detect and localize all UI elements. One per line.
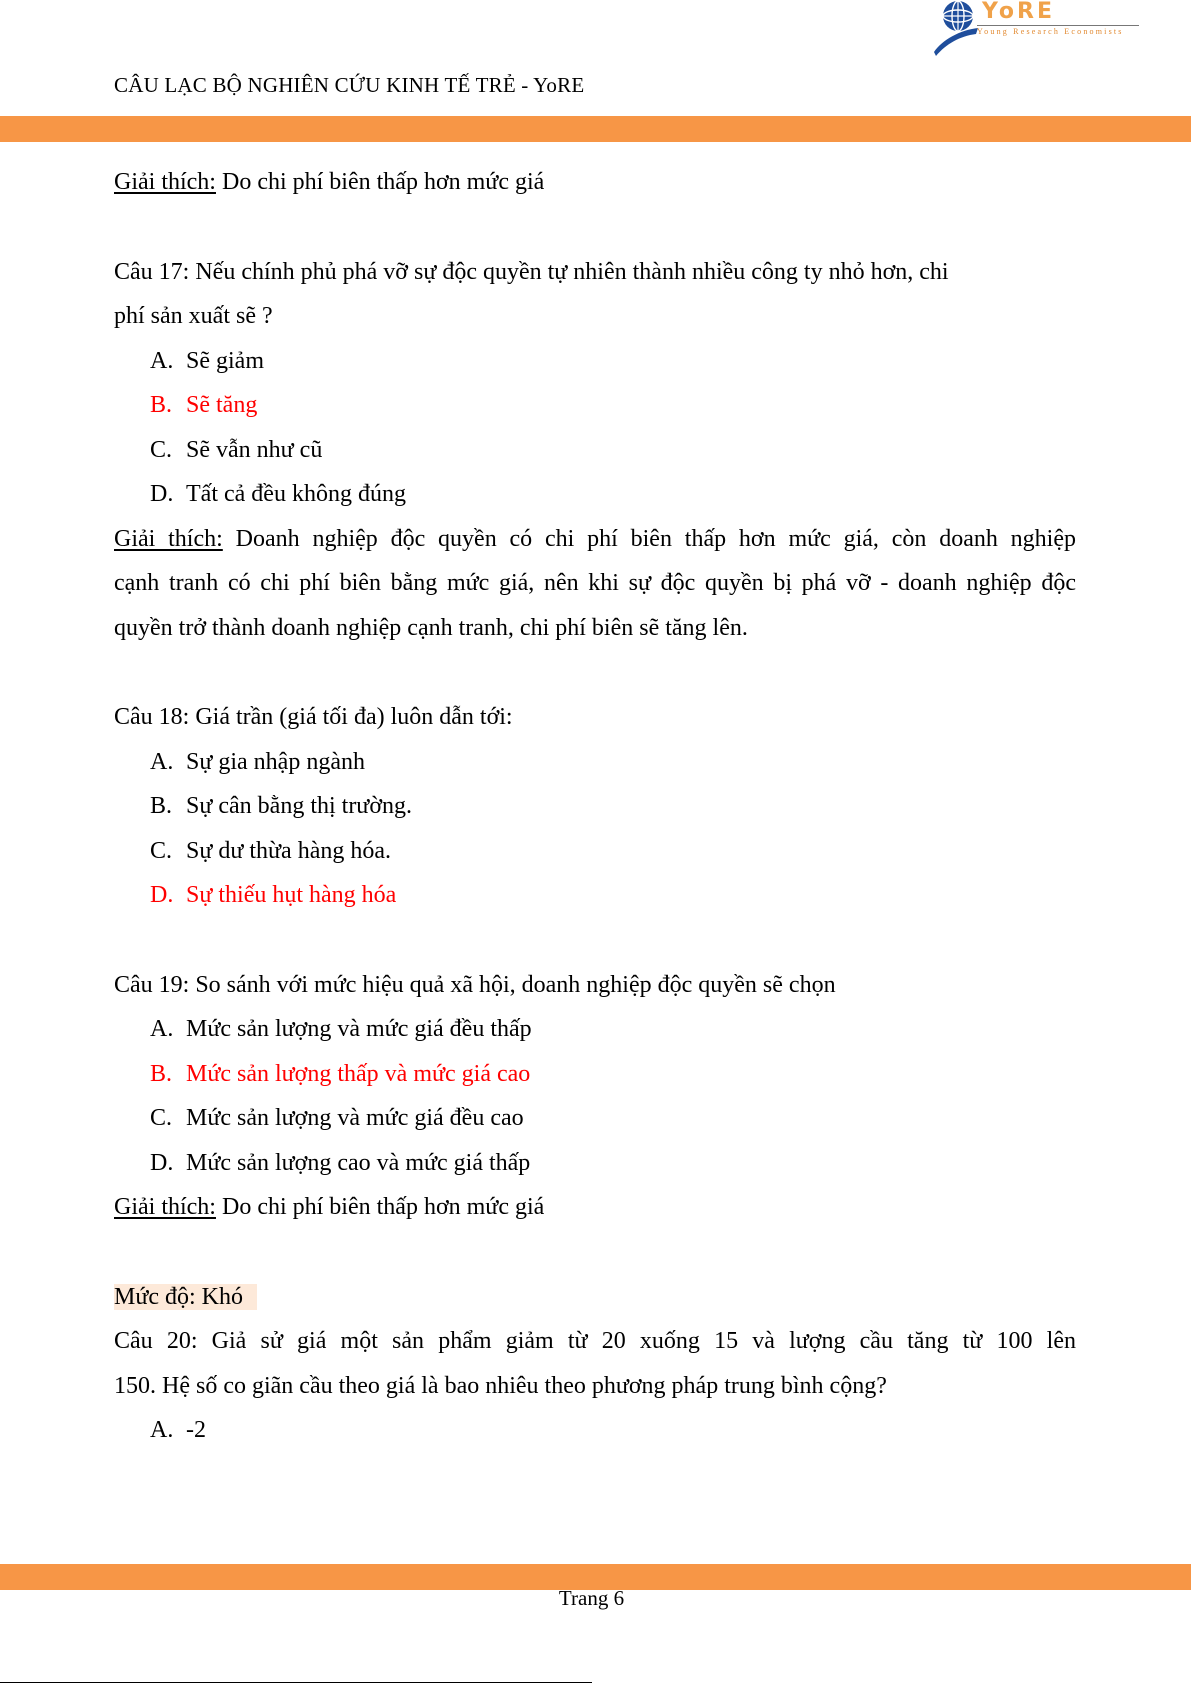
option-letter: C. [150, 1105, 173, 1131]
logo-text: YoRE [982, 0, 1055, 24]
option-letter: B. [150, 1060, 173, 1087]
q17-option-c [114, 428, 1076, 473]
option-text: -2 [186, 1417, 206, 1443]
option-text: Sẽ giảm [186, 347, 264, 374]
q18-option-c [114, 829, 1076, 874]
q17-option-a [114, 339, 1076, 384]
q17-explanation-line-3: quyền trở thành doanh nghiệp cạnh tranh, chi phí biên sẽ tăng lên. [114, 614, 748, 641]
option-letter: C. [150, 436, 173, 463]
q17-explanation-line-2: cạnh tranh có chi phí biên bằng mức giá, nên khi sự độc quyền bị phá vỡ - doanh nghiệp độc [114, 570, 1076, 596]
option-text: Sẽ tăng [186, 392, 258, 418]
explanation-label: Giải thích: [114, 169, 216, 195]
question-17-line-1: Câu 17: Nếu chính phủ phá vỡ sự độc quyền tự nhiên thành nhiều công ty nhỏ hơn, chi [114, 258, 949, 285]
option-letter: C. [150, 837, 173, 864]
option-text: Sự dư thừa hàng hóa. [186, 837, 391, 864]
option-letter: A. [150, 1016, 174, 1042]
logo-divider [977, 25, 1139, 26]
q18-option-d-correct [114, 873, 1076, 918]
spacer [114, 1230, 1076, 1275]
question-17-line-2: phí sản xuất sẽ ? [114, 303, 273, 329]
explanation-label: Giải thích: [114, 1194, 216, 1220]
q19-explanation [114, 1185, 1076, 1230]
logo-subtitle: Young Research Economists [977, 27, 1124, 36]
difficulty-badge: Mức độ: Khó [114, 1284, 257, 1310]
option-letter: B. [150, 392, 173, 418]
option-letter: D. [150, 1149, 174, 1176]
q17-option-d [114, 472, 1076, 517]
q17-option-b-correct [114, 383, 1076, 428]
option-text: Mức sản lượng và mức giá đều thấp [186, 1016, 532, 1042]
option-text: Sẽ vẫn như cũ [186, 436, 323, 463]
yore-logo [932, 0, 1142, 58]
option-text: Sự thiếu hụt hàng hóa [186, 882, 397, 908]
question-18: Câu 18: Giá trần (giá tối đa) luôn dẫn tới: [114, 704, 513, 730]
footnote-divider [0, 1682, 592, 1683]
spacer [114, 650, 1076, 695]
option-letter: B. [150, 793, 173, 819]
explanation-16 [114, 160, 1076, 205]
option-text: Sự cân bằng thị trường. [186, 793, 413, 819]
spacer [114, 918, 1076, 963]
document-body [114, 160, 1076, 1453]
explanation-text: Do chi phí biên thấp hơn mức giá [215, 1194, 545, 1220]
option-letter: D. [150, 481, 174, 507]
option-text: Mức sản lượng thấp và mức giá cao [186, 1060, 531, 1087]
option-text: Tất cả đều không đúng [186, 481, 406, 507]
question-20-line-2: 150. Hệ số co giãn cầu theo giá là bao nhiêu theo phương pháp trung bình cộng? [114, 1372, 887, 1399]
question-19: Câu 19: So sánh với mức hiệu quả xã hội, doanh nghiệp độc quyền sẽ chọn [114, 971, 836, 998]
page-number: Trang 6 [558, 1586, 625, 1610]
explanation-label: Giải thích: [114, 525, 223, 552]
q18-option-b [114, 784, 1076, 829]
q19-option-a [114, 1007, 1076, 1052]
option-text: Mức sản lượng cao và mức giá thấp [186, 1149, 531, 1176]
q17-explanation-line-1 [114, 517, 1076, 562]
option-text: Sự gia nhập ngành [186, 748, 365, 775]
question-20-line-1: Câu 20: Giả sử giá một sản phẩm giảm từ 20 xuống 15 và lượng cầu tăng từ 100 lên [114, 1328, 1076, 1354]
option-letter: A. [150, 347, 174, 374]
q18-option-a [114, 740, 1076, 785]
explanation-text: Doanh nghiệp độc quyền có chi phí biên thấp hơn mức giá, còn doanh nghiệp [222, 525, 1076, 552]
q19-option-d [114, 1141, 1076, 1186]
spacer [114, 205, 1076, 250]
explanation-text: Do chi phí biên thấp hơn mức giá [215, 169, 545, 195]
header-title: CÂU LẠC BỘ NGHIÊN CỨU KINH TẾ TRẺ - YoRE [114, 73, 585, 97]
q19-option-c [114, 1096, 1076, 1141]
difficulty-level [114, 1275, 1076, 1320]
option-text: Mức sản lượng và mức giá đều cao [186, 1105, 524, 1131]
header-band [0, 116, 1191, 142]
q19-option-b-correct [114, 1052, 1076, 1097]
q20-option-a [114, 1408, 1076, 1453]
option-letter: D. [150, 882, 174, 908]
option-letter: A. [150, 748, 174, 775]
option-letter: A. [150, 1417, 174, 1443]
